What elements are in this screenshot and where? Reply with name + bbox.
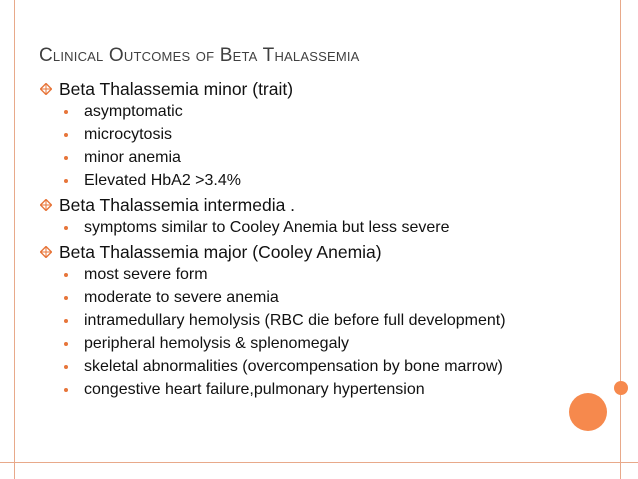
bullet-icon [40, 199, 52, 211]
dot-icon [64, 273, 68, 277]
list-item [40, 195, 600, 216]
sub-list-item [40, 358, 600, 375]
bottom-border-line [0, 462, 638, 463]
sub-list-item-text: symptoms similar to Cooley Anemia but less severe [84, 219, 450, 236]
sub-list-item [40, 289, 600, 306]
dot-icon [64, 226, 68, 230]
sub-list-item [40, 149, 600, 166]
dot-icon [64, 388, 68, 392]
sub-list-item-text: congestive heart failure,pulmonary hypertension [84, 381, 425, 398]
dot-icon [64, 342, 68, 346]
bullet-icon [40, 83, 52, 95]
bullet-list [40, 79, 600, 404]
sub-list-item-text: most severe form [84, 266, 208, 283]
sub-list-item [40, 103, 600, 120]
sub-list-item-text: intramedullary hemolysis (RBC die before full development) [84, 312, 506, 329]
dot-icon [64, 319, 68, 323]
list-item-label: Beta Thalassemia intermedia . [59, 195, 296, 215]
list-item [40, 79, 600, 100]
sub-list-item [40, 335, 600, 352]
sub-list-item [40, 312, 600, 329]
sub-list-item-text: Elevated HbA2 >3.4% [84, 172, 241, 189]
sub-list-item-text: minor anemia [84, 149, 181, 166]
small-orange-circle [614, 381, 628, 395]
sub-list-item-text: skeletal abnormalities (overcompensation by bone marrow) [84, 358, 503, 375]
dot-icon [64, 110, 68, 114]
sub-list-item [40, 381, 600, 398]
sub-list-item [40, 172, 600, 189]
sub-list-item [40, 126, 600, 143]
list-item [40, 242, 600, 263]
list-item-label: Beta Thalassemia minor (trait) [59, 79, 294, 99]
right-border-line [620, 0, 621, 479]
sub-list-item [40, 266, 600, 283]
dot-icon [64, 179, 68, 183]
bullet-icon [40, 246, 52, 258]
dot-icon [64, 133, 68, 137]
slide-title: Clinical Outcomes of Beta Thalassemia [39, 45, 360, 66]
sub-list-item [40, 219, 600, 236]
dot-icon [64, 296, 68, 300]
sub-list-item-text: asymptomatic [84, 103, 183, 120]
sublist [40, 219, 600, 236]
sub-list-item-text: peripheral hemolysis & splenomegaly [84, 335, 350, 352]
sublist [40, 266, 600, 398]
sub-list-item-text: microcytosis [84, 126, 173, 143]
dot-icon [64, 156, 68, 160]
list-item-label: Beta Thalassemia major (Cooley Anemia) [59, 242, 382, 262]
sub-list-item-text: moderate to severe anemia [84, 289, 279, 306]
left-border-line [14, 0, 15, 479]
dot-icon [64, 365, 68, 369]
sublist [40, 103, 600, 189]
